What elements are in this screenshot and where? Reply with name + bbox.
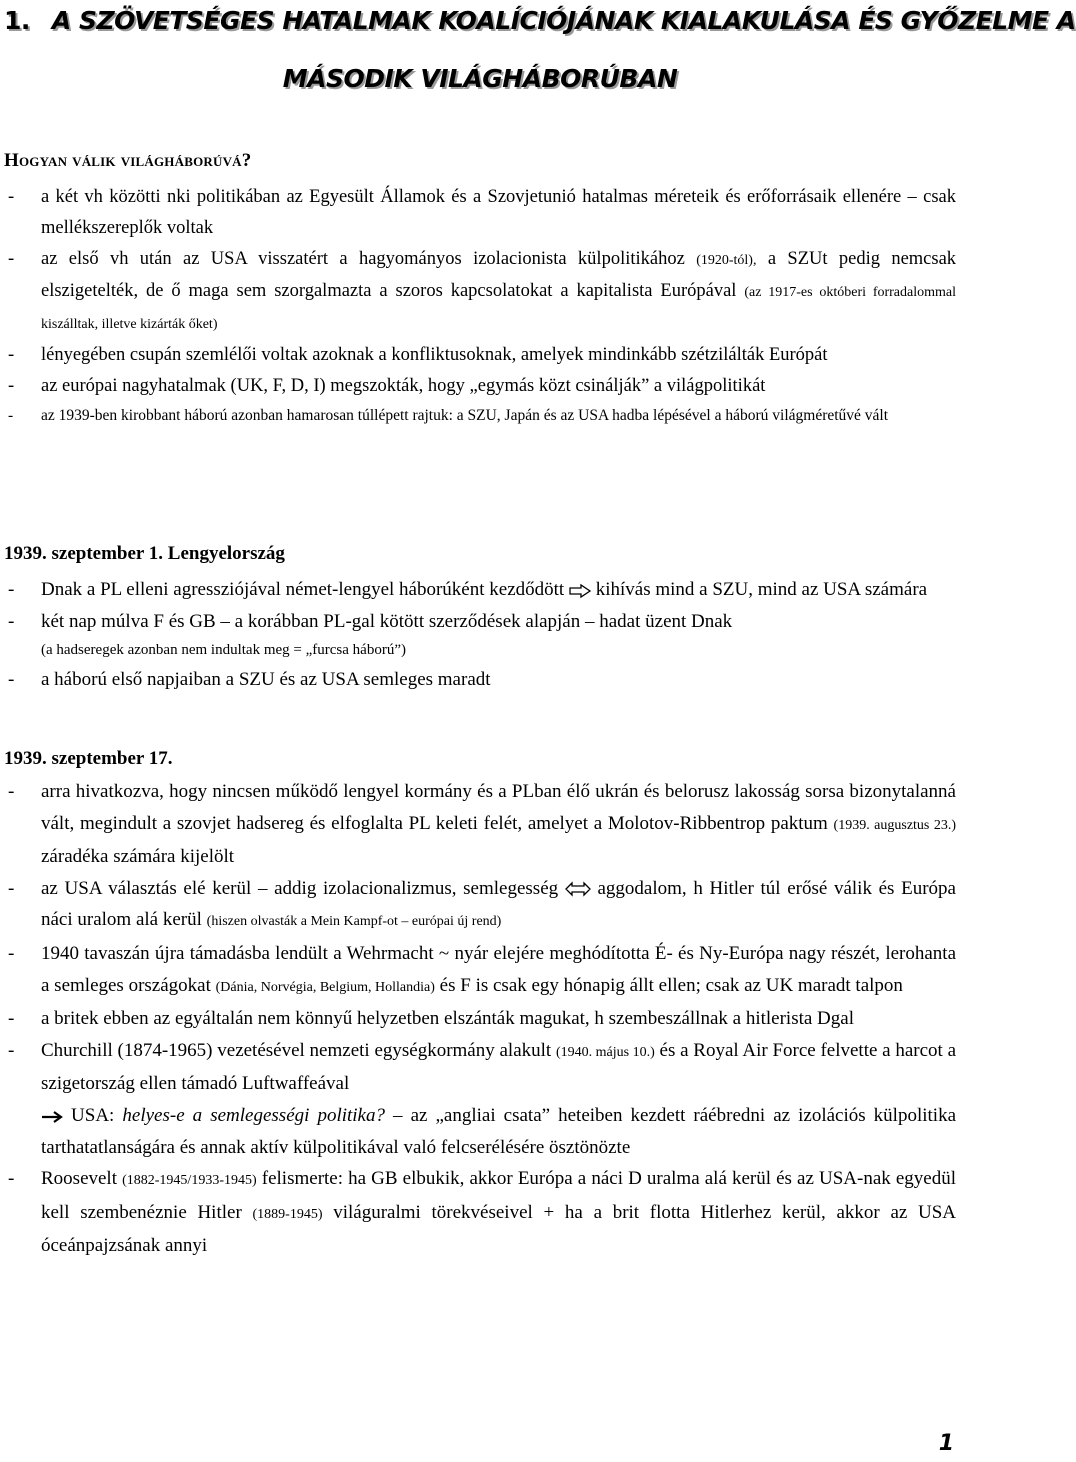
list-item: - Roosevelt (1882-1945/1933-1945) felismerte: ha GB elbukik, akkor Európa a náci D uralma alá kerül és az USA-nak egyedül kell szembenéznie Hitler (1889-1945) világuralmi törekvéseivel + ha a brit flotta Hitlerhez kerül, akkor az USA óceánpajzsának annyi bbox=[4, 1163, 956, 1262]
list-item: - az európai nagyhatalmak (UK, F, D, I) megszokták, hogy „egymás közt csinálják” a világpolitikát bbox=[4, 371, 956, 402]
title-line-1-text: A SZÖVETSÉGES HATALMAK KOALÍCIÓJÁNAK KIALAKULÁSA ÉS GYŐZELME A bbox=[51, 6, 1076, 35]
arrow-right-icon bbox=[41, 1110, 63, 1124]
list-item: - 1940 tavaszán újra támadásba lendült a Wehrmacht ~ nyár elejére meghódította É- és Ny-Európa nagy részét, lerohanta a semleges országokat (Dánia, Norvégia, Belgium, Hollandia) és F is csak egy hónapig állt ellen; csak az UK maradt talpon bbox=[4, 938, 956, 1003]
section-2-list-container bbox=[4, 574, 956, 696]
list-item: - az első vh után az USA visszatért a hagyományos izolacionista külpolitikához (1920-tól), a SZUt pedig nemcsak elszigetelték, de ő maga sem szorgalmazta a szoros kapcsolatokat a kapitalista Európával (az 1917-es októberi forradalommal kiszálltak, illetve kizárták őket) bbox=[4, 244, 956, 340]
list-item: - a háború első napjaiban a SZU és az USA semleges maradt bbox=[4, 664, 956, 696]
section-3-list bbox=[4, 776, 956, 1262]
section-3-date-heading: 1939. szeptember 17. bbox=[4, 748, 173, 769]
list-item: - a két vh közötti nki politikában az Egyesült Államok és a Szovjetunió hatalmas méreteik és erőforrásaik ellenére – csak mellékszereplők voltak bbox=[4, 182, 956, 244]
right-arrow-icon bbox=[569, 584, 591, 598]
section-1-list bbox=[4, 182, 956, 429]
section-3-list-container bbox=[4, 776, 956, 1262]
double-arrow-icon bbox=[565, 882, 591, 896]
list-item: - arra hivatkozva, hogy nincsen működő lengyel kormány és a PLban élő ukrán és belorusz lakosság sorsa bizonytalanná vált, megindult a szovjet hadsereg és elfoglalta PL keleti felét, amelyet a Molotov-Ribbentrop paktum (1939. augusztus 23.) záradéka számára kijelölt bbox=[4, 776, 956, 873]
section-heading: Hogyan válik világháborúvá? bbox=[4, 150, 252, 171]
section-2-date-heading bbox=[4, 543, 285, 565]
section-2-list bbox=[4, 574, 956, 696]
list-item: - Churchill (1874-1965) vezetésével nemzeti egységkormány alakult (1940. május 10.) és a Royal Air Force felvette a harcot a szigetország ellen támadó Luftwaffeával USA: helyes-e a semlegességi politika? – az „angliai csata” heteiben kezdett ráébredni az izolációs külpolitika tarthatatlanságára és annak aktív külpolitikával való felcserélésére ösztönözte bbox=[4, 1035, 956, 1163]
list-item: - Dnak a PL elleni agressziójával német-lengyel háborúként kezdődött kihívás mind a SZU, mind az USA számára bbox=[4, 574, 956, 606]
section-1-list-container bbox=[4, 182, 956, 429]
list-item: - lényegében csupán szemlélői voltak azoknak a konfliktusoknak, amelyek mindinkább szétzilálták Európát bbox=[4, 340, 956, 371]
page-number: 1 bbox=[938, 1431, 954, 1456]
document-title-line-1 bbox=[4, 6, 1076, 35]
list-item: - az 1939-ben kirobbant háború azonban hamarosan túllépett rajtuk: a SZU, Japán és az USA hadba lépésével a háború világméretűvé vált bbox=[4, 402, 956, 429]
section-2-date: 1939. szeptember 1. bbox=[4, 543, 164, 564]
section-2-topic: Lengyelország bbox=[167, 543, 285, 564]
list-item: - az USA választás elé kerül – addig izolacionalizmus, semlegesség aggodalom, h Hitler túl erősé válik és Európa náci uralom alá kerül (hiszen olvasták a Mein Kampf-ot – európai új rend) bbox=[4, 873, 956, 938]
title-number: 1. bbox=[4, 6, 30, 35]
document-title-line-2: MÁSODIK VILÁGHÁBORÚBAN bbox=[282, 64, 678, 93]
list-item: - a britek ebben az egyáltalán nem könnyű helyzetben elszánták magukat, h szembeszállnak a hitlerista Dgal bbox=[4, 1003, 956, 1035]
list-item: - két nap múlva F és GB – a korábban PL-gal kötött szerződések alapján – hadat üzent Dnak (a hadseregek azonban nem indultak meg = „furcsa háború”) bbox=[4, 606, 956, 665]
